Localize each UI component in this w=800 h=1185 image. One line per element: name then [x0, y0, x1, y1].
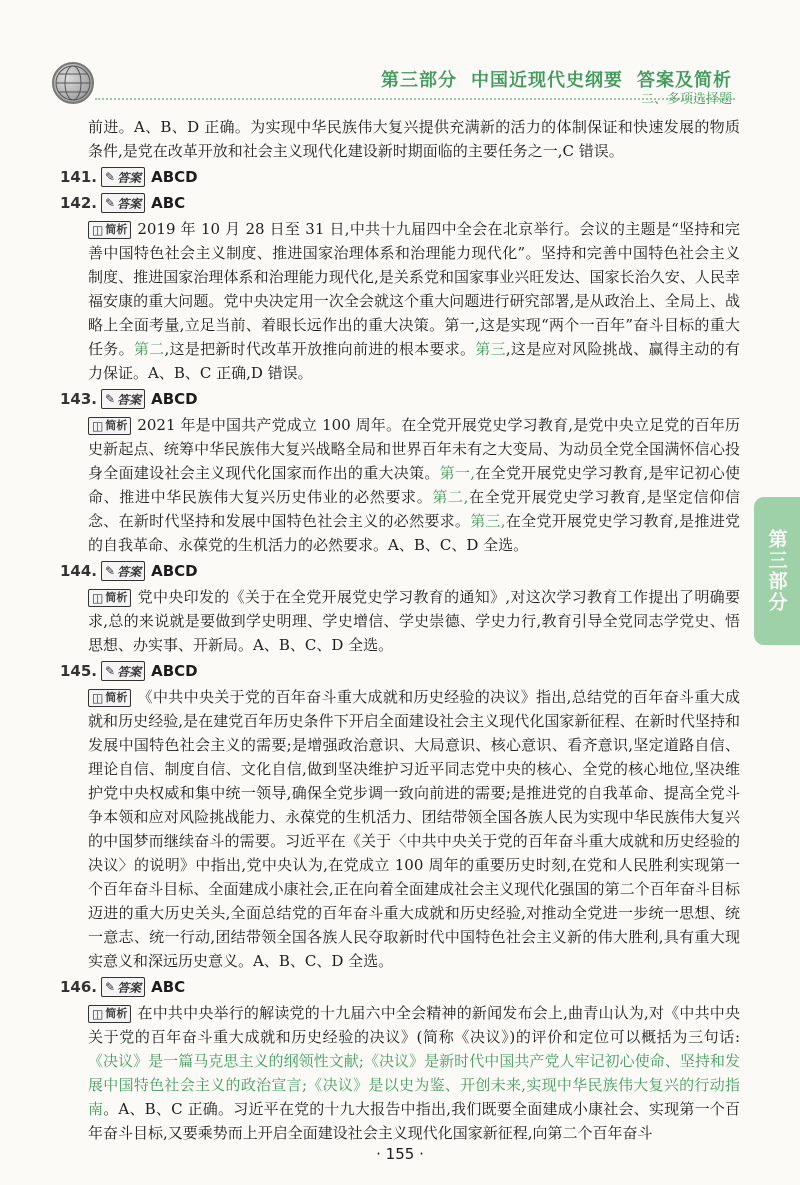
answer-badge-label: 答案: [117, 564, 142, 579]
analysis-badge: [88, 221, 131, 239]
analysis-icon: ◫: [92, 223, 104, 237]
question-146-answer: [60, 975, 740, 999]
answer-value: ABCD: [151, 390, 198, 408]
analysis-badge: [88, 417, 131, 435]
answer-badge-label: 答案: [117, 170, 142, 185]
analysis-icon: ◫: [92, 419, 104, 433]
question-number: 143.: [60, 390, 98, 408]
side-tab-label: 第三部分: [765, 529, 788, 613]
analysis-badge-label: 简析: [105, 1007, 128, 1020]
question-145-answer: [60, 659, 740, 683]
answer-badge-label: 答案: [117, 392, 142, 407]
answer-value: ABC: [151, 978, 186, 996]
analysis-text: ,这是应对风险挑战、赢得主动的有力保证。A、B、C 正确,D 错误。: [88, 340, 740, 382]
question-number: 141.: [60, 168, 98, 186]
side-section-tab[interactable]: [754, 497, 800, 645]
pencil-icon: ✎: [105, 196, 116, 210]
question-number: 145.: [60, 662, 98, 680]
pencil-icon: ✎: [105, 980, 116, 994]
header-subsection: 二、多项选择题: [640, 92, 732, 107]
question-144-analysis: [60, 585, 740, 657]
page-content: [60, 115, 740, 1147]
question-146-analysis: [60, 1001, 740, 1145]
question-142-answer: [60, 191, 740, 215]
analysis-text: 。A、B、C 正确。习近平在党的十九大报告中指出,我们既要全面建成小康社会、实现第一个百年奋斗目标,又要乘势而上开启全面建设社会主义现代化国家新征程,向第二个百年奋斗: [88, 1100, 740, 1142]
analysis-text: 2021 年是中国共产党成立 100 周年。在全党开展党史学习教育,是党中央立足党的百年历史新起点、统筹中华民族伟大复兴战略全局和世界百年未有之大变局、为动员全党全国满怀信心投身全面建设社会主义现代化国家而作出的重大决策。: [88, 416, 740, 482]
analysis-highlight: 第二: [133, 340, 165, 358]
analysis-badge-label: 简析: [105, 419, 128, 432]
analysis-text: 在全党开展党史学习教育,是牢记初心使命、推进中华民族伟大复兴历史伟业的必然要求。: [88, 464, 740, 506]
analysis-highlight: 第二,: [432, 488, 469, 506]
pencil-icon: ✎: [105, 170, 116, 184]
analysis-badge: [88, 689, 131, 707]
page-number: · 155 ·: [376, 1145, 424, 1163]
analysis-text: 在全党开展党史学习教育,是坚定信仰信念、在新时代坚持和发展中国特色社会主义的必然要求。: [88, 488, 740, 530]
analysis-highlight: 第三: [475, 340, 506, 358]
question-number: 144.: [60, 562, 98, 580]
header-dotted-rule: [95, 98, 735, 100]
pencil-icon: ✎: [105, 564, 116, 578]
question-144-answer: [60, 559, 740, 583]
intro-paragraph: 前进。A、B、D 正确。为实现中华民族伟大复兴提供充满新的活力的体制保证和快速发展的物质条件,是党在改革开放和社会主义现代化建设新时期面临的主要任务之一,C 错误。: [88, 118, 740, 160]
analysis-text: 2019 年 10 月 28 日至 31 日,中共十九届四中全会在北京举行。会议的主题是“坚持和完善中国特色社会主义制度、推进国家治理体系和治理能力现代化”。坚持和完善中国特色社会主义制度、推进国家治理体系和治理能力现代化,是关系党和国家事业兴旺发达、国家长治久安、人民幸福安康的重大问题。党中央决定用一次全会就这个重大问题进行研究部署,是从政治上、全局上、战略上全面考量,立足当前、着眼长远作出的重大决策。第一,这是实现“两个一百年”奋斗目标的重大任务。: [88, 220, 740, 358]
header-part: 第三部分: [381, 70, 457, 91]
analysis-text: 党中央印发的《关于在全党开展党史学习教育的通知》,对这次学习教育工作提出了明确要求,总的来说就是要做到学史明理、学史增信、学史崇德、学史力行,教育引导全党同志学党史、悟思想、办实事、开新局。A、B、C、D 全选。: [88, 588, 740, 654]
header-section: 答案及简析: [637, 70, 732, 91]
analysis-highlight: 第三,: [470, 512, 506, 530]
answer-badge-label: 答案: [117, 664, 142, 679]
analysis-text: ,这是把新时代改革开放推向前进的根本要求。: [164, 340, 476, 358]
analysis-highlight: 《决议》是一篇马克思主义的纲领性文献;《决议》是新时代中国共产党人牢记初心使命、坚持和发展中国特色社会主义的政治宣言;《决议》是以史为鉴、开创未来,实现中华民族伟大复兴的行动指南: [88, 1052, 740, 1118]
answer-badge: [101, 661, 145, 681]
analysis-text: 在中共中央举行的解读党的十九届六中全会精神的新闻发布会上,曲青山认为,对《中共中央关于党的百年奋斗重大成就和历史经验的决议》(简称《决议》)的评价和定位可以概括为三句话:: [88, 1004, 740, 1046]
answer-badge: [101, 977, 145, 997]
analysis-icon: ◫: [92, 591, 104, 605]
analysis-highlight: 第一,: [439, 464, 476, 482]
pencil-icon: ✎: [105, 392, 116, 406]
analysis-text: 在全党开展党史学习教育,是推进党的自我革命、永葆党的生机活力的必然要求。A、B、C、D 全选。: [88, 512, 740, 554]
answer-badge: [101, 193, 145, 213]
page-header: [0, 0, 800, 120]
analysis-icon: ◫: [92, 1007, 104, 1021]
analysis-badge: [88, 589, 131, 607]
analysis-icon: ◫: [92, 691, 104, 705]
answer-badge: [101, 561, 145, 581]
answer-badge: [101, 389, 145, 409]
question-145-analysis: [60, 685, 740, 973]
answer-value: ABCD: [151, 562, 198, 580]
question-141-answer: [60, 165, 740, 189]
question-number: 146.: [60, 978, 98, 996]
analysis-text: 《中共中央关于党的百年奋斗重大成就和历史经验的决议》指出,总结党的百年奋斗重大成就和历史经验,是在建党百年历史条件下开启全面建设社会主义现代化国家新征程、在新时代坚持和发展中国特色社会主义的需要;是增强政治意识、大局意识、核心意识、看齐意识,坚定道路自信、理论自信、制度自信、文化自信,做到坚决维护习近平同志党中央的核心、全党的核心地位,坚决维护党中央权威和集中统一领导,确保全党步调一致向前进的需要;是推进党的自我革命、提高全党斗争本领和应对风险挑战能力、永葆党的生机活力、团结带领全国各族人民为实现中华民族伟大复兴的中国梦而继续奋斗的需要。习近平在《关于〈中共中央关于党的百年奋斗重大成就和历史经验的决议〉的说明》中指出,党中央认为,在党成立 100 周年的重要历史时刻,在党和人民胜利实现第一个百年奋斗目标、全面建成小康社会,正在向着全面建成社会主义现代化强国的第二个百年奋斗目标迈进的重大历史关头,全面总结党的百年奋斗重大成就和历史经验,对推动全党进一步统一思想、统一意志、统一行动,团结带领全国各族人民夺取新时代中国特色社会主义新的伟大胜利,具有重大现实意义和深远历史意义。A、B、C、D 全选。: [88, 688, 740, 970]
answer-badge-label: 答案: [117, 196, 142, 211]
answer-badge-label: 答案: [117, 980, 142, 995]
answer-value: ABCD: [151, 662, 198, 680]
answer-value: ABCD: [151, 168, 198, 186]
analysis-badge-label: 简析: [105, 223, 128, 236]
analysis-badge: [88, 1005, 131, 1023]
globe-icon: [52, 62, 94, 104]
header-course: 中国近现代史纲要: [471, 70, 623, 91]
question-143-analysis: [60, 413, 740, 557]
pencil-icon: ✎: [105, 664, 116, 678]
analysis-badge-label: 简析: [105, 691, 128, 704]
answer-badge: [101, 167, 145, 187]
question-number: 142.: [60, 194, 98, 212]
answer-value: ABC: [151, 194, 186, 212]
question-142-analysis: [60, 217, 740, 385]
question-143-answer: [60, 387, 740, 411]
analysis-badge-label: 简析: [105, 591, 128, 604]
